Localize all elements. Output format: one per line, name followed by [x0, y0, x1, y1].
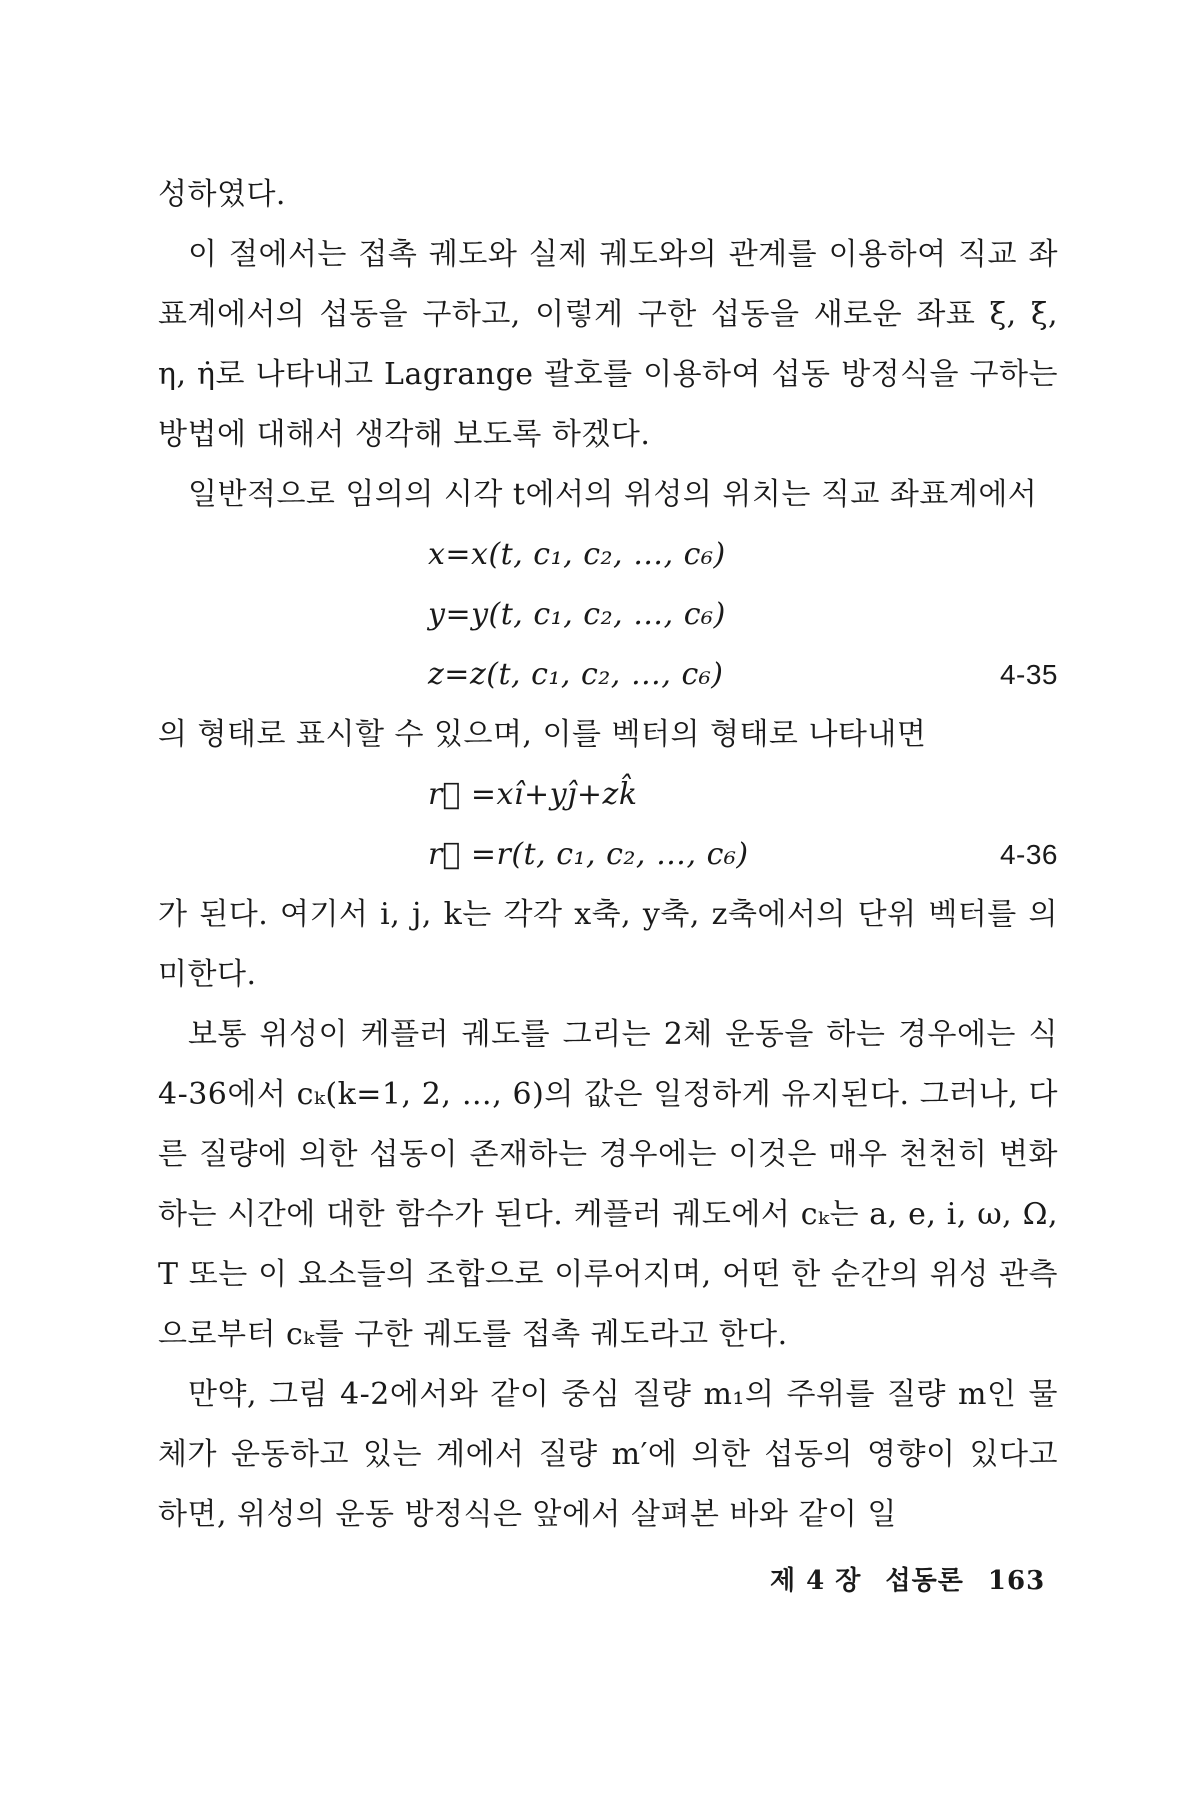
equation-vector-components: r⃗ =xî+yĵ+zk̂: [428, 777, 638, 812]
equation-z: z=z(t, c₁, c₂, …, c₆): [428, 657, 724, 692]
paragraph-perturbation: 만약, 그림 4-2에서와 같이 중심 질량 m₁의 주위를 질량 m인 물체가 운동하고 있는 계에서 질량 m′에 의한 섭동의 영향이 있다고 하면, 위성의 운동 방정식은 앞에서 살펴본 바와 같이 일: [158, 1377, 1058, 1532]
equation-number-4-36: 4-36: [999, 839, 1058, 870]
paragraph-unit-vectors: 가 된다. 여기서 i, j, k는 각각 x축, y축, z축에서의 단위 벡터를 의미한다.: [158, 897, 1058, 992]
equation-y: y=y(t, c₁, c₂, …, c₆): [428, 597, 726, 632]
body-text: [158, 165, 1058, 1545]
page-footer: [770, 1560, 1059, 1597]
equation-x: x=x(t, c₁, c₂, …, c₆): [428, 537, 726, 572]
paragraph-osculating-orbit: 보통 위성이 케플러 궤도를 그리는 2체 운동을 하는 경우에는 식 4-36에서 cₖ(k=1, 2, …, 6)의 값은 일정하게 유지된다. 그러나, 다른 질량에 의한 섭동이 존재하는 경우에는 이것은 매우 천천히 변화하는 시간에 대한 함수가 된다. 케플러 궤도에서 cₖ는 a, e, i, ω, Ω, T 또는 이 요소들의 조합으로 이루어지며, 어떤 한 순간의 위성 관측으로부터 cₖ를 구한 궤도를 접촉 궤도라고 한다.: [158, 1017, 1058, 1352]
paragraph-intro: 이 절에서는 접촉 궤도와 실제 궤도와의 관계를 이용하여 직교 좌표계에서의 섭동을 구하고, 이렇게 구한 섭동을 새로운 좌표 ξ, ξ̇, η, η̇로 나타내고 Lagrange 괄호를 이용하여 섭동 방정식을 구하는 방법에 대해서 생각해 보도록 하겠다.: [158, 237, 1058, 452]
paragraph-position: 일반적으로 임의의 시각 t에서의 위성의 위치는 직교 좌표계에서: [188, 477, 1038, 512]
paragraph-vector-form: 의 형태로 표시할 수 있으며, 이를 벡터의 형태로 나타내면: [158, 717, 927, 752]
footer-title: 섭동론: [885, 1566, 964, 1596]
footer-chapter: 제 4 장: [770, 1566, 862, 1596]
equation-number-4-35: 4-35: [999, 659, 1058, 690]
paragraph-continuation: 성하였다.: [158, 177, 286, 212]
page-number: 163: [987, 1566, 1046, 1596]
equation-block-4-35: [158, 525, 1058, 705]
equation-block-4-36: [158, 765, 1058, 885]
equation-vector-function: r⃗ =r(t, c₁, c₂, …, c₆): [428, 837, 749, 872]
